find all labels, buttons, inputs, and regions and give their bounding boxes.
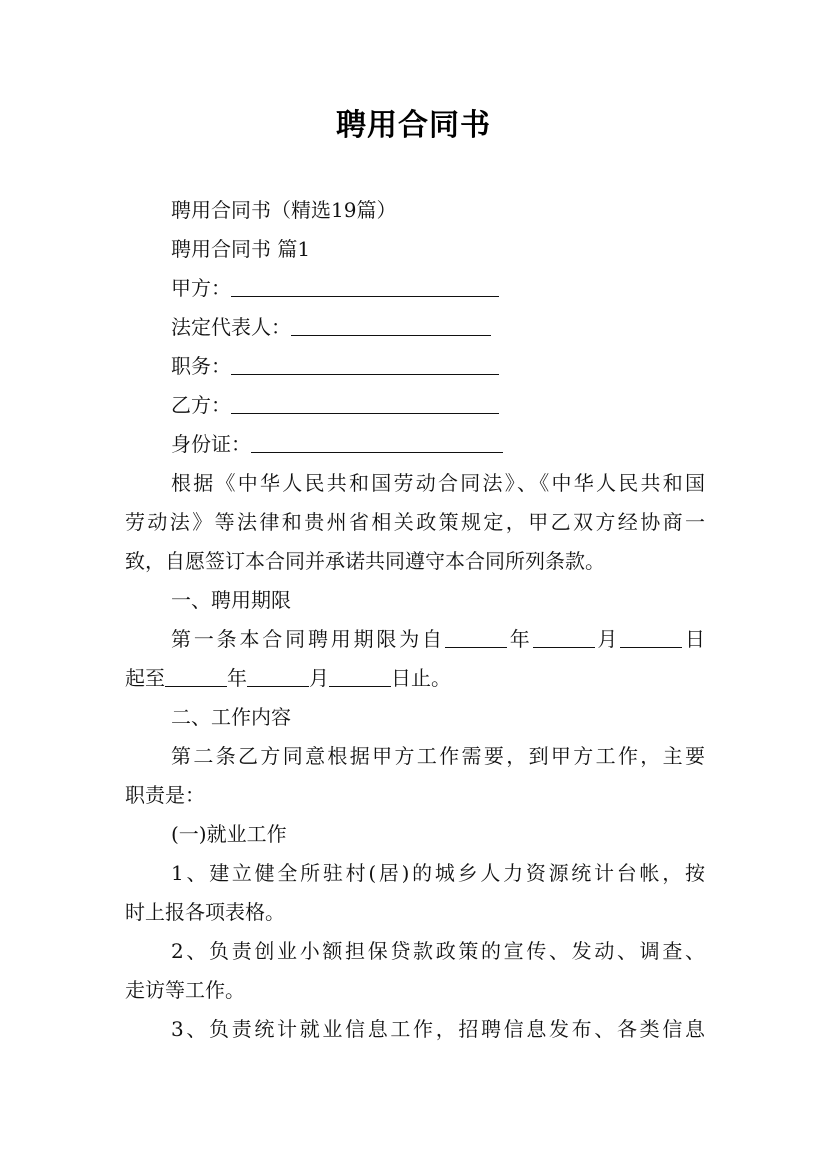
legal-rep-label: 法定代表人： <box>171 315 291 339</box>
end-month-blank <box>247 662 309 687</box>
party-a-label: 甲方： <box>171 276 231 300</box>
preamble-line-1: 根据《中华人民共和国劳动合同法》、《中华人民共和国 <box>171 471 705 495</box>
party-b-label: 乙方： <box>171 393 231 417</box>
year-label: 年 <box>506 627 533 651</box>
item2-line-2: 走访等工作。 <box>125 978 245 1002</box>
legal-rep-line <box>125 308 705 347</box>
subtitle: 聘用合同书（精选19篇） <box>171 198 397 222</box>
end-year-blank <box>165 662 227 687</box>
id-line <box>125 425 705 464</box>
document-title: 聘用合同书 <box>336 108 491 143</box>
preamble-line-2: 劳动法》等法律和贵州省相关政策规定，甲乙双方经协商一 <box>125 510 705 534</box>
position-blank <box>231 350 499 375</box>
item1-line-1: 1、建立健全所驻村(居)的城乡人力资源统计台帐，按 <box>171 861 705 885</box>
article1-line-1 <box>125 620 705 659</box>
item3-line-1: 3、负责统计就业信息工作，招聘信息发布、各类信息 <box>171 1017 705 1041</box>
article1-text: 第一条本合同聘用期限为自 <box>171 627 445 651</box>
legal-rep-blank <box>291 311 491 336</box>
preamble-line-3: 致，自愿签订本合同并承诺共同遵守本合同所列条款。 <box>125 549 605 573</box>
document-body <box>125 191 705 1049</box>
party-a-line <box>125 269 705 308</box>
id-blank <box>251 428 503 453</box>
article2-line-1: 第二条乙方同意根据甲方工作需要，到甲方工作，主要 <box>171 744 705 768</box>
end-day-blank <box>329 662 391 687</box>
item2-line-1: 2、负责创业小额担保贷款政策的宣传、发动、调查、 <box>171 939 705 963</box>
section2-heading: 二、工作内容 <box>171 705 291 729</box>
item1-line-2: 时上报各项表格。 <box>125 900 285 924</box>
start-month-blank <box>533 623 595 648</box>
article1-line-2 <box>125 659 705 698</box>
month-label-2: 月 <box>309 666 329 690</box>
position-label: 职务： <box>171 354 231 378</box>
until-label: 起至 <box>125 666 165 690</box>
sub1-heading: (一)就业工作 <box>171 822 287 846</box>
start-year-blank <box>445 623 507 648</box>
start-day-blank <box>620 623 682 648</box>
id-label: 身份证： <box>171 432 251 456</box>
party-a-blank <box>231 272 499 297</box>
party-b-blank <box>231 389 499 414</box>
position-line <box>125 347 705 386</box>
article2-line-2: 职责是： <box>125 783 205 807</box>
chapter-heading: 聘用合同书 篇1 <box>171 237 311 261</box>
section1-heading: 一、聘用期限 <box>171 588 291 612</box>
year-label-2: 年 <box>227 666 247 690</box>
end-label: 日止。 <box>391 666 451 690</box>
party-b-line <box>125 386 705 425</box>
month-label: 月 <box>594 627 621 651</box>
day-label: 日 <box>682 627 706 651</box>
